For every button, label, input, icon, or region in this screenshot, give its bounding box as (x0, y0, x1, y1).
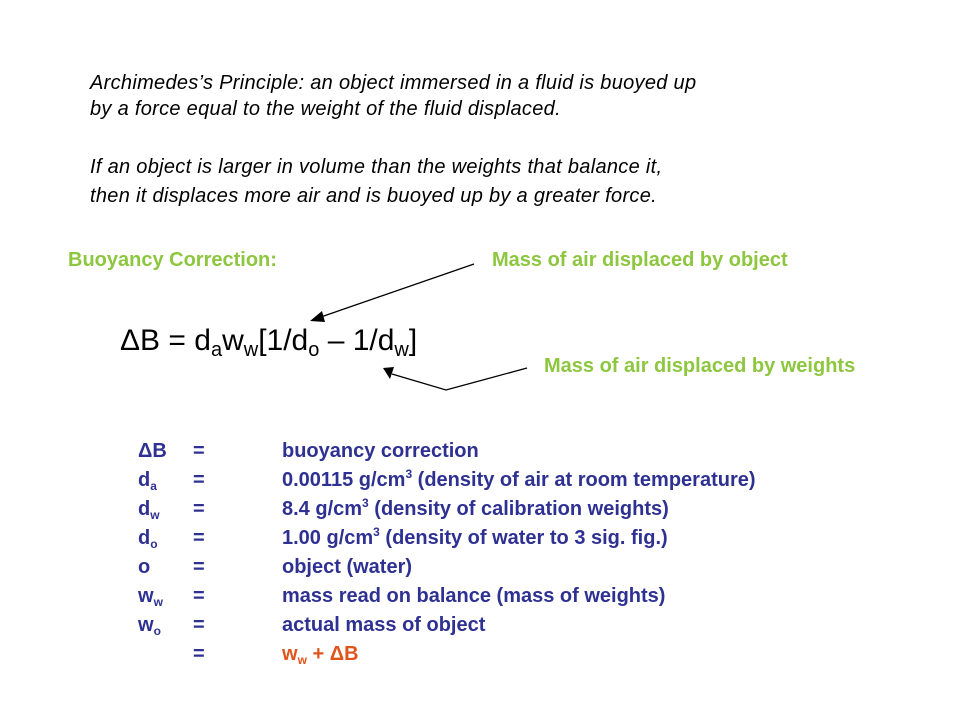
def-sym-ww: $w_w$ (138, 585, 163, 609)
intro-line-2: by a force equal to the weight of the fluid displaced. (90, 98, 561, 120)
intro-line-3: If an object is larger in volume than the weights that balance it, (90, 156, 663, 178)
def-sym-da: $d_a$ (138, 469, 157, 493)
def-text-ww: mass read on balance (mass of weights) (282, 585, 666, 607)
arrow-to-object-head (310, 311, 325, 322)
def-text-o: object (water) (282, 556, 413, 578)
def-text-da: 0.00115 $g/cm^3$ (density of air at room temperature) (282, 467, 756, 491)
def-eq: = (193, 643, 205, 665)
def-sym-dw: $d_w$ (138, 498, 160, 522)
def-sym-do: $d_o$ (138, 527, 158, 551)
def-eq: = (193, 556, 205, 578)
def-sym-o: o (138, 556, 151, 578)
def-eq: = (193, 585, 205, 607)
air-displaced-by-object-label: Mass of air displaced by object (492, 249, 788, 271)
def-eq: = (193, 527, 205, 549)
intro-line-1: Archimedes’s Principle: an object immersed in a fluid is buoyed up (90, 72, 697, 94)
def-eq: = (193, 498, 205, 520)
buoyancy-correction-label: Buoyancy Correction: (68, 249, 277, 271)
intro-line-4: then it displaces more air and is buoyed up by a greater force. (90, 185, 657, 207)
def-sym-wo: $w_o$ (138, 614, 161, 638)
def-text-do: 1.00 $g/cm^3$ (density of water to 3 sig. fig.) (282, 525, 668, 549)
def-eq: = (193, 614, 205, 636)
def-eq: = (193, 469, 205, 491)
def-text-dw: 8.4 $g/cm^3$ (density of calibration weights) (282, 496, 669, 520)
air-displaced-by-weights-label: Mass of air displaced by weights (544, 355, 856, 377)
def-text-wo-sum: $w_w + \Delta B$ (282, 643, 359, 667)
def-eq: = (193, 440, 205, 462)
arrow-to-weights-line (392, 368, 527, 390)
def-text-delta-b: buoyancy correction (282, 440, 479, 462)
arrow-to-weights-head (383, 367, 394, 379)
def-sym-delta-b: ΔB (138, 440, 167, 462)
def-text-wo: actual mass of object (282, 614, 486, 636)
buoyancy-formula: $\Delta B = d_aw_w[1/d_o - 1/d_w]$ (120, 324, 418, 361)
arrow-to-object-line (318, 264, 474, 318)
